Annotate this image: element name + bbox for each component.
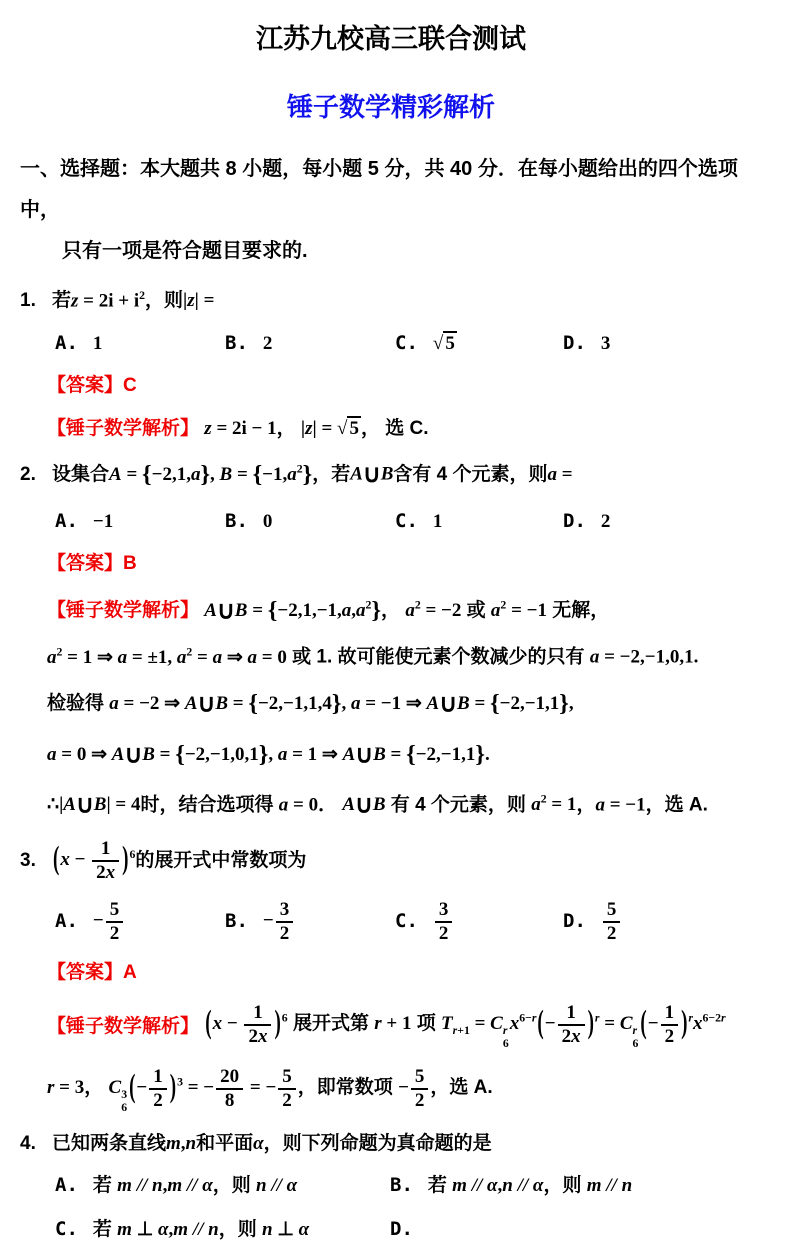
page-title: 江苏九校高三联合测试 bbox=[256, 24, 526, 54]
question-3-analysis-line-2 bbox=[47, 1066, 762, 1115]
option-value: −1 bbox=[92, 510, 114, 532]
question-1 bbox=[20, 287, 762, 443]
option-value: − $\frac{3}{2}$ bbox=[263, 899, 295, 945]
option-a[interactable] bbox=[55, 899, 225, 945]
question-1-answer bbox=[47, 372, 762, 400]
option-value: 0 bbox=[262, 510, 273, 532]
question-3-answer bbox=[47, 959, 762, 987]
option-value: $\frac{3}{2}$ bbox=[433, 899, 455, 945]
analysis-text: z = 2i − 1， |z| = √ 5 ， 选 C. bbox=[204, 417, 429, 439]
option-label: A. bbox=[55, 1174, 78, 1197]
analysis-text: a = 0 ⇒ A∪B = {−2,−1,0,1}, a = 1 ⇒ A∪B = {−2,−1,1}. bbox=[47, 741, 490, 769]
option-d[interactable] bbox=[563, 899, 762, 945]
question-2-options bbox=[55, 508, 762, 536]
analysis-label: 【锤子数学解析】 bbox=[47, 1015, 200, 1037]
analysis-text: A∪B = $\{-2,1,-1,a,a^2\}$， $a^2 = -2$ 或 $a^2 = -1$ 无解， bbox=[204, 596, 610, 625]
analysis-label: 【锤子数学解析】 bbox=[47, 599, 200, 621]
question-2-analysis-line-1 bbox=[47, 593, 762, 629]
option-label: D. bbox=[563, 909, 586, 932]
question-number: 4. bbox=[20, 1132, 36, 1154]
analysis-label: 【锤子数学解析】 bbox=[47, 417, 200, 439]
analysis-text: ∴|A∪B| = 4时，结合选项得 a = 0． A∪B 有 4 个元素，则 $a^2 = 1$，a = −1，选 A. bbox=[47, 791, 708, 819]
answer-value: C bbox=[123, 375, 137, 397]
option-label: B. bbox=[225, 509, 248, 532]
question-2-analysis-line-2 bbox=[47, 643, 762, 671]
option-a[interactable] bbox=[55, 330, 225, 358]
question-3 bbox=[20, 838, 762, 1115]
question-stem-text: 已知两条直线 m,n 和平面 α ，则下列命题为真命题的是 bbox=[52, 1132, 492, 1154]
option-a[interactable] bbox=[55, 1172, 390, 1200]
question-3-analysis-line-1 bbox=[47, 1002, 762, 1051]
section-header bbox=[20, 149, 762, 272]
option-label: A. bbox=[55, 331, 78, 354]
question-number: 3. bbox=[20, 850, 36, 872]
option-c[interactable] bbox=[55, 1216, 390, 1243]
question-number: 1. bbox=[20, 289, 36, 311]
option-label: C. bbox=[395, 509, 418, 532]
analysis-text: 检验得 a = −2 ⇒ A∪B = {−2,−1,1,4}, a = −1 ⇒ A∪B = {−2,−1,1}, bbox=[47, 690, 574, 718]
question-2-analysis-line-4 bbox=[47, 737, 762, 773]
question-number: 2. bbox=[20, 464, 36, 486]
option-d[interactable] bbox=[563, 330, 762, 358]
question-2-analysis-line-3 bbox=[47, 686, 762, 722]
question-2 bbox=[20, 457, 762, 823]
option-d[interactable] bbox=[390, 1216, 762, 1243]
option-c[interactable] bbox=[395, 330, 563, 358]
option-value: $\frac{5}{2}$ bbox=[601, 899, 623, 945]
option-c[interactable] bbox=[395, 899, 563, 945]
question-stem-text: 若 $z = 2i + i^2$ ，则 |z| = bbox=[52, 288, 215, 312]
question-stem-text: (x − $\frac{1}{2x}$ )$^6$ 的展开式中常数项为 bbox=[53, 838, 307, 883]
answer-label: 【答案】 bbox=[47, 553, 124, 575]
option-a[interactable] bbox=[55, 508, 225, 536]
question-2-analysis-line-5 bbox=[47, 788, 762, 823]
option-value: − $\frac{5}{2}$ bbox=[93, 899, 125, 945]
option-value: 若 m ⊥ α,m // n，则 n ⊥ α bbox=[92, 1218, 310, 1240]
answer-value: B bbox=[123, 553, 137, 575]
question-4-stem bbox=[20, 1130, 762, 1158]
option-b[interactable] bbox=[225, 508, 395, 536]
analysis-text: (x − $\frac{1}{2x}$ )$^6$ 展开式第 r + 1 项 $T_{r+1} = C$ r 6 $x^{6-r}(-$ $\frac{1}{2x}$ )$^r$ = C r 6 (− $\frac{1}{2}$ )$^rx^{6-2r}$ bbox=[205, 1001, 726, 1051]
question-3-options bbox=[55, 899, 762, 945]
option-label: A. bbox=[55, 509, 78, 532]
option-label: D. bbox=[563, 509, 586, 532]
option-value: 3 bbox=[600, 332, 611, 354]
section-header-line2: 只有一项是符合题目要求的. bbox=[62, 239, 308, 262]
answer-label: 【答案】 bbox=[47, 962, 124, 984]
option-value: √ 5 bbox=[432, 332, 455, 354]
option-label: C. bbox=[395, 909, 418, 932]
answer-label: 【答案】 bbox=[47, 375, 124, 397]
option-b[interactable] bbox=[225, 899, 395, 945]
option-value: 1 bbox=[432, 510, 443, 532]
option-label: B. bbox=[390, 1174, 413, 1197]
section-header-line1: 一、选择题：本大题共 8 小题，每小题 5 分，共 40 分．在每小题给出的四个选项中， bbox=[20, 157, 738, 221]
option-b[interactable] bbox=[390, 1172, 762, 1200]
answer-value: A bbox=[123, 962, 137, 984]
analysis-text: $a^2 = 1$ ⇒ a = ±1, $a^2 = a$ ⇒ a = 0 或 1. 故可能使元素个数减少的只有 a = −2,−1,0,1. bbox=[47, 645, 699, 668]
question-2-stem bbox=[20, 457, 762, 492]
question-4 bbox=[20, 1130, 762, 1243]
page-subtitle: 锤子数学精彩解析 bbox=[286, 92, 495, 123]
option-label: C. bbox=[395, 331, 418, 354]
option-label: A. bbox=[55, 909, 78, 932]
question-1-stem bbox=[20, 287, 762, 315]
option-d[interactable] bbox=[563, 508, 762, 536]
option-value: 若 m // n,m // α，则 n // α bbox=[92, 1175, 298, 1197]
question-1-analysis bbox=[47, 415, 762, 443]
option-value: 若 m // α,n // α，则 m // n bbox=[427, 1175, 633, 1197]
question-1-options bbox=[55, 330, 762, 358]
option-c[interactable] bbox=[395, 508, 563, 536]
option-value: 2 bbox=[262, 332, 273, 354]
question-stem-text: 设集合 A = {−2,1,a}, $B = \{-1,a^2\}$ ，若 A∪B 含有 4 个元素，则 a = bbox=[52, 461, 573, 489]
option-b[interactable] bbox=[225, 330, 395, 358]
analysis-text: r = 3， C 3 6 (− $\frac{1}{2}$ )$^3$ = − $\frac{20}{8}$ = − $\frac{5}{2}$ ，即常数项 − $\frac{5}{2}$ ，选 A. bbox=[47, 1065, 493, 1115]
option-label: C. bbox=[55, 1217, 78, 1240]
option-value: 2 bbox=[600, 510, 611, 532]
option-label: B. bbox=[225, 331, 248, 354]
option-label: D. bbox=[563, 331, 586, 354]
question-2-answer bbox=[47, 550, 762, 578]
option-label: D. bbox=[390, 1217, 413, 1240]
option-value: 1 bbox=[92, 332, 103, 354]
option-label: B. bbox=[225, 909, 248, 932]
question-4-options bbox=[55, 1172, 762, 1243]
question-3-stem bbox=[20, 838, 762, 884]
